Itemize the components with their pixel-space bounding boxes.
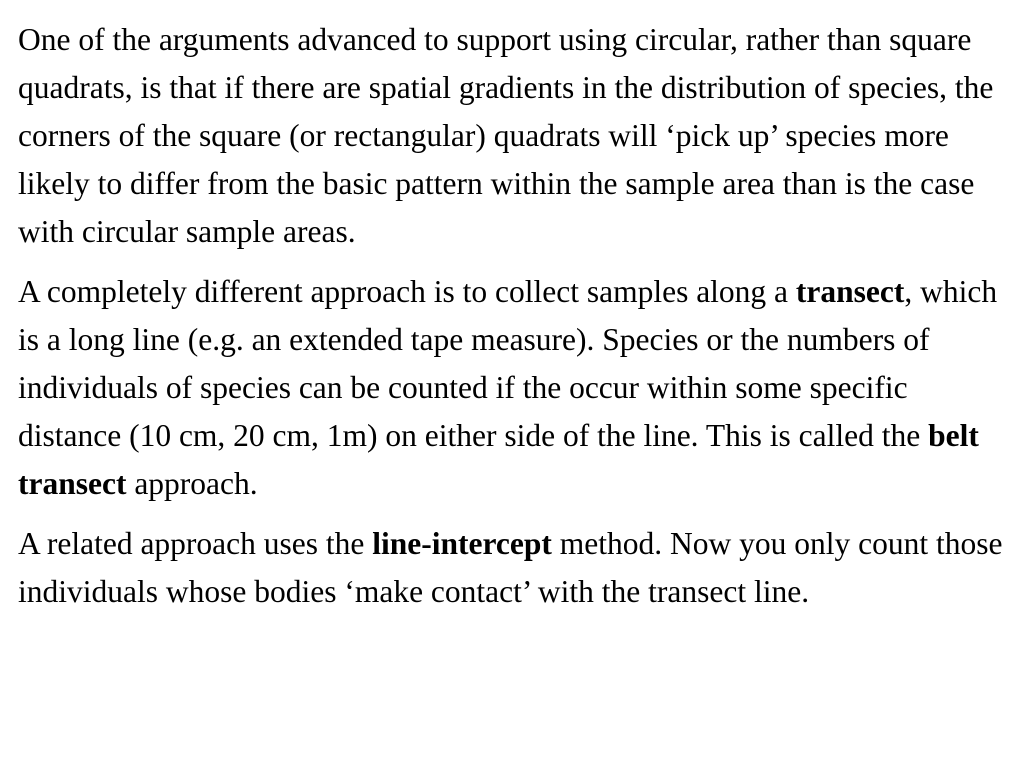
paragraph-belt-transect: [18, 268, 1010, 508]
text-span: A related approach uses the: [18, 526, 373, 561]
paragraph-quadrat-shape: One of the arguments advanced to support using circular, rather than square quadrats, is that if there are spatial gradients in the distribution of species, the corners of the square (or rectangular) quadrats will ‘pick up’ species more likely to differ from the basic pattern within the sample area than is the case with circular sample areas.: [18, 22, 994, 249]
term-line-intercept: line-intercept: [372, 526, 552, 561]
term-belt-transect: belt transect: [18, 418, 979, 501]
text-span: A completely different approach is to collect samples along a: [18, 274, 796, 309]
paragraph-line-intercept: [18, 520, 1010, 616]
text-span: method. Now you only count those individuals whose bodies ‘make contact’ with the transect line.: [18, 526, 1003, 609]
term-transect: transect: [795, 274, 905, 309]
text-span: , which is a long line (e.g. an extended tape measure). Species or the numbers of individuals of species can be counted if the occur within some specific distance (10 cm, 20 cm, 1m) on either side of the line. This is called the: [18, 274, 998, 453]
text-span: approach.: [126, 466, 258, 501]
